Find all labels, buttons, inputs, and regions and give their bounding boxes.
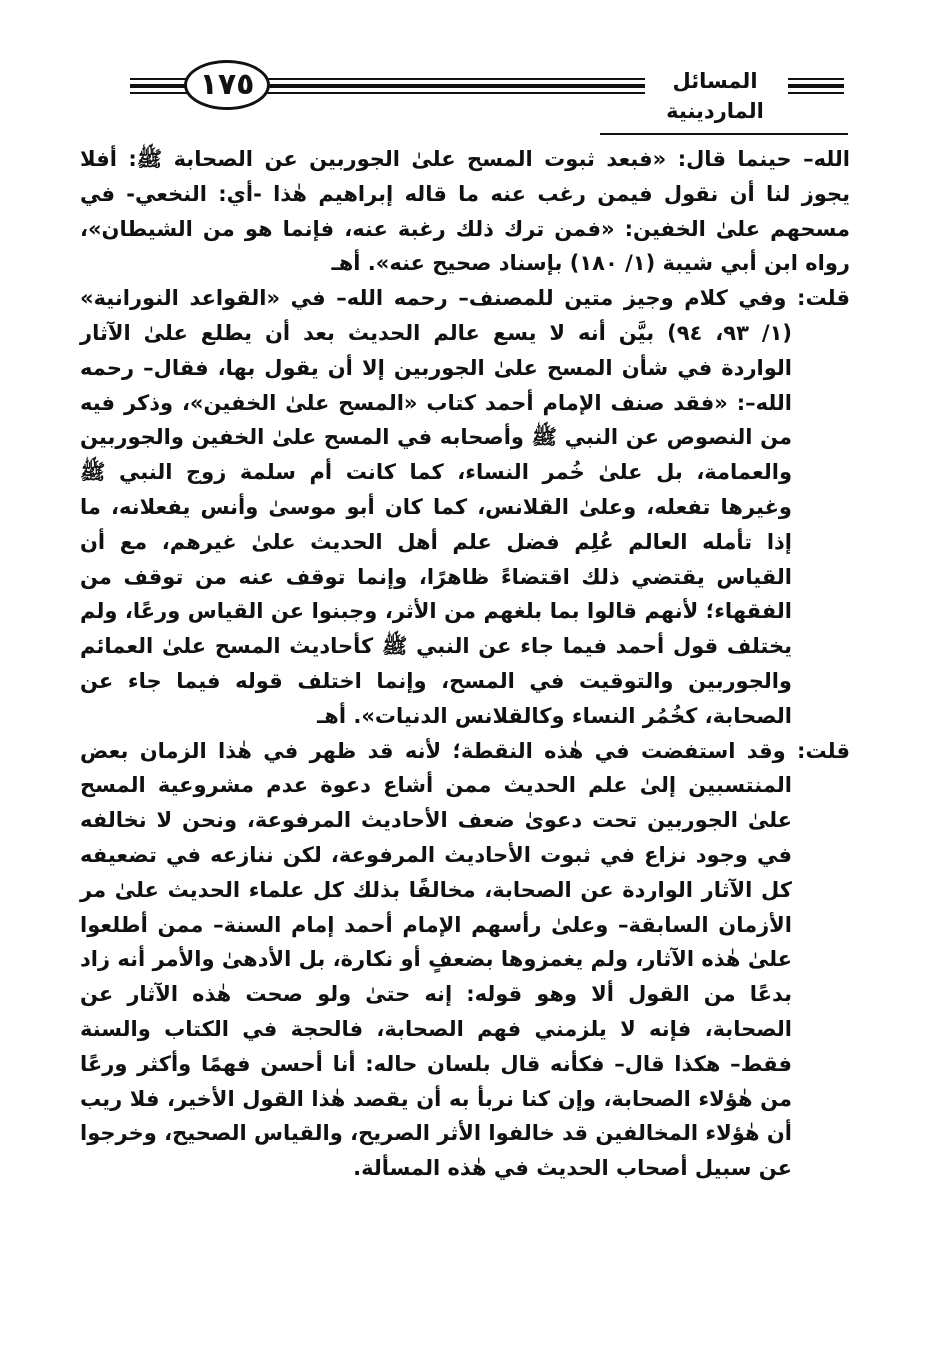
header-rule bbox=[265, 92, 645, 94]
page-header bbox=[120, 58, 844, 123]
qult-label: قلت: bbox=[797, 738, 850, 763]
header-rule bbox=[130, 92, 188, 94]
header-rule bbox=[788, 92, 844, 94]
section-divider bbox=[600, 133, 848, 135]
paragraph-quote-continuation: الله– حينما قال: «فبعد ثبوت المسح علىٰ الجوربين عن الصحابة ﷺ: أفلا يجوز لنا أن نقول فيمن رغب عنه ما قاله إبراهيم هٰذا -أي: النخعي- في مسحهم علىٰ الخفين: «فمن ترك ذلك رغبة عنه، فإنما هو من الشيطان»، رواه ابن أبي شيبة (١/ ١٨٠) بإسناد صحيح عنه». أهـ bbox=[80, 147, 850, 276]
running-title: المسائل الماردينية bbox=[666, 69, 764, 123]
header-rule bbox=[130, 78, 188, 80]
paragraph-qult-2 bbox=[80, 734, 850, 1186]
header-rule bbox=[788, 78, 844, 80]
page-number: ١٧٥ bbox=[184, 60, 270, 110]
paragraph-text: وقد استفضت في هٰذه النقطة؛ لأنه قد ظهر في هٰذا الزمان بعض المنتسبين إلىٰ علم الحديث ممن أشاع دعوة عدم مشروعية المسح علىٰ الجوربين تحت دعوىٰ ضعف الأحاديث المرفوعة، ونحن لا نخالفه في وجود نزاع في ثبوت الأحاديث المرفوعة، لكن ننازعه في تضعيفه كل الآثار الواردة عن الصحابة، مخالفًا بذلك كل علماء الحديث علىٰ مر الأزمان السابقة– وعلىٰ رأسهم الإمام أحمد إمام السنة– ممن أطلعوا علىٰ هٰذه الآثار، ولم يغمزوها بضعفٍ أو نكارة، بل الأدهىٰ والأمر أنه زاد بدعًا من القول ألا وهو قوله: إنه حتىٰ ولو صحت هٰذه الآثار عن الصحابة، فإنه لا يلزمني فهم الصحابة، فالحجة في الكتاب والسنة فقط– هكذا قال– فكأنه قال بلسان حاله: أنا أحسن فهمًا وأكثر ورعًا من هٰؤلاء الصحابة، وإن كنا نربأ به أن يقصد هٰذا القول الأخير، فلا ريب أن هٰؤلاء المخالفين قد خالفوا الأثر الصريح، والقياس الصحيح، وخرجوا عن سبيل أصحاب الحديث في هٰذه المسألة. bbox=[80, 738, 792, 1181]
paragraph-text: وفي كلام وجيز متين للمصنف– رحمه الله– في «القواعد النورانية» (١/ ٩٣، ٩٤) بيَّن أنه لا يسع عالم الحديث بعد أن يطلع علىٰ الآثار الواردة في شأن المسح علىٰ الجوربين إلا أن يقول بها، فقال– رحمه الله–: «فقد صنف الإمام أحمد كتاب «المسح علىٰ الخفين»، وذكر فيه من النصوص عن النبي ﷺ وأصحابه في المسح علىٰ الخفين والجوربين والعمامة، بل علىٰ خُمر النساء، كما كانت أم سلمة زوج النبي ﷺ وغيرها تفعله، وعلىٰ القلانس، كما كان أبو موسىٰ وأنس يفعلانه، ما إذا تأمله العالم عُلِم فضل علم أهل الحديث علىٰ غيرهم، مع أن القياس يقتضي ذلك اقتضاءً ظاهرًا، وإنما توقف عنه من توقف من الفقهاء؛ لأنهم قالوا بما بلغهم من الأثر، وجبنوا عن القياس ورعًا، ولم يختلف قول أحمد فيما جاء عن النبي ﷺ كأحاديث المسح علىٰ العمائم والجوربين والتوقيت في المسح، وإنما اختلف قوله فيما جاء عن الصحابة، كخُمُر النساء وكالقلانس الدنيات». أهـ bbox=[80, 286, 792, 728]
header-rule bbox=[130, 84, 188, 88]
qult-label: قلت: bbox=[797, 286, 850, 311]
header-rule bbox=[265, 78, 645, 80]
paragraph-qult-1 bbox=[80, 281, 850, 733]
body-text bbox=[80, 142, 850, 1186]
header-rule bbox=[265, 84, 645, 88]
header-rule bbox=[788, 84, 844, 88]
